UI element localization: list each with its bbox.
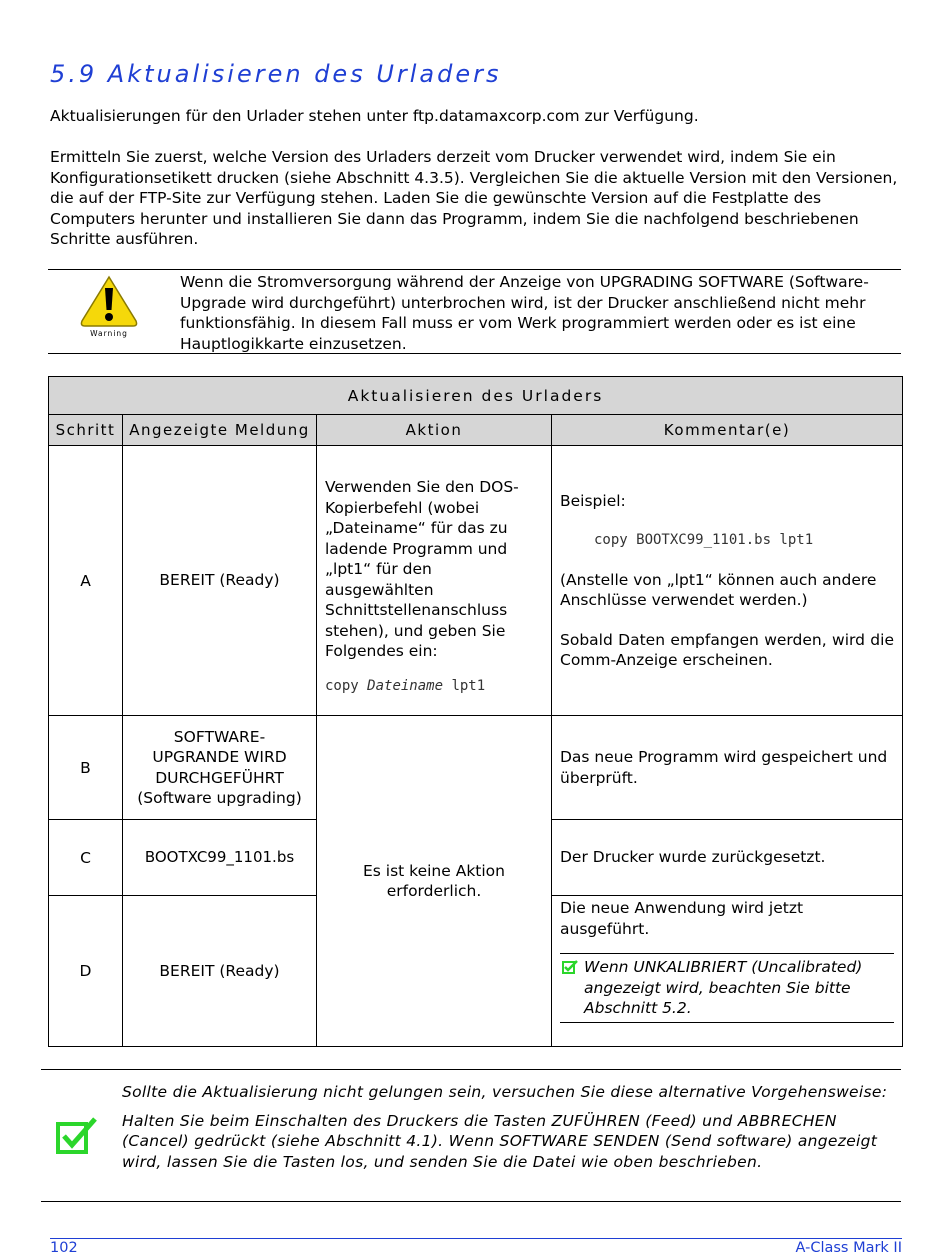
check-icon [562,960,578,974]
comment-cell: Der Drucker wurde zurückgesetzt. [552,820,903,896]
message-cell: BEREIT (Ready) [123,446,317,716]
tip-box [41,1069,901,1202]
code-prefix: copy [325,677,368,694]
message-cell: BOOTXC99_1101.bs [123,820,317,896]
instructions-paragraph: Ermitteln Sie zuerst, welche Version des Urladers derzeit vom Drucker verwendet wird, indem Sie ein Konfigurationsetikett drucken (siehe Abschnitt 4.3.5). Vergleichen Sie die aktuelle Version mit den Versionen, die auf der FTP-Site zur Verfügung stehen. Laden Sie die gewünschte Version auf die Festplatte des Computers herunter und installieren Sie dann das Programm, indem Sie die nachfolgend beschriebenen Schritte ausführen. [50,148,898,248]
action-cell [317,446,552,716]
comment-cell [552,446,903,716]
comment-note: Sobald Daten empfangen werden, wird die Comm-Anzeige erscheinen. [560,630,894,669]
comment-text: Die neue Anwendung wird jetzt ausgeführt. [560,899,804,938]
header-step: Schritt [49,415,123,446]
header-action: Aktion [317,415,552,446]
warning-box [48,269,901,354]
comment-code: copy BOOTXC99_1101.bs lpt1 [594,532,814,548]
tip-text [122,1082,897,1172]
bootloader-table [48,376,903,1047]
tip-instructions: Halten Sie beim Einschalten des Druckers die Tasten ZUFÜHREN (Feed) und ABBRECHEN (Cancel) gedrückt (siehe Abschnitt 4.1). Wenn SOFTWARE SENDEN (Send software) angezeigt wird, lassen Sie die Tasten los, und senden Sie die Datei wie oben beschrieben. [122,1111,878,1171]
tip-intro: Sollte die Aktualisierung nicht gelungen sein, versuchen Sie diese alternative Vorgehensweise: [122,1083,888,1101]
action-text: Verwenden Sie den DOS-Kopierbefehl (wobei „Dateiname“ für das zu ladende Programm und „lpt1“ für den ausgewählten Schnittstellenanschluss stehen), und geben Sie Folgendes ein: [325,478,519,660]
table-row [49,446,903,716]
shared-action-cell: Es ist keine Aktion erforderlich. [317,716,552,1047]
action-code [325,676,543,697]
page-number: 102 [50,1240,78,1256]
table-title: Aktualisieren des Urladers [49,377,903,415]
step-cell: D [49,896,123,1047]
check-icon [55,1117,97,1155]
comment-label: Beispiel: [560,491,626,510]
product-name: A-Class Mark II [795,1240,902,1256]
header-comments: Kommentar(e) [552,415,903,446]
message-cell: SOFTWARE-UPGRANDE WIRD DURCHGEFÜHRT (Software upgrading) [123,716,317,820]
warning-text: Wenn die Stromversorgung während der Anzeige von UPGRADING SOFTWARE (Software-Upgrade wird durchgeführt) unterbrochen wird, ist der Drucker anschließend nicht mehr funktionsfähig. In diesem Fall muss er vom Werk programmiert werden oder es ist eine Hauptlogikkarte einzusetzen. [180,273,869,353]
comment-cell [552,896,903,1047]
intro-paragraph: Aktualisierungen für den Urlader stehen unter ftp.datamaxcorp.com zur Verfügung. [50,107,699,125]
calibration-note [560,953,894,1023]
table-row [49,716,903,820]
comment-cell: Das neue Programm wird gespeichert und überprüft. [552,716,903,820]
comment-note: (Anstelle von „lpt1“ können auch andere Anschlüsse verwendet werden.) [560,570,877,609]
note-text: Wenn UNKALIBRIERT (Uncalibrated) angezeigt wird, beachten Sie bitte Abschnitt 5.2. [584,958,863,1017]
section-heading: 5.9 Aktualisieren des Urladers [50,60,502,88]
code-filename: Dateiname [367,677,444,694]
code-suffix: lpt1 [443,677,486,694]
message-cell: BEREIT (Ready) [123,896,317,1047]
warning-icon [78,274,140,338]
header-message: Angezeigte Meldung [123,415,317,446]
step-cell: A [49,446,123,716]
step-cell: C [49,820,123,896]
footer-divider [50,1238,902,1239]
step-cell: B [49,716,123,820]
warning-icon-label: Warning [90,329,128,338]
